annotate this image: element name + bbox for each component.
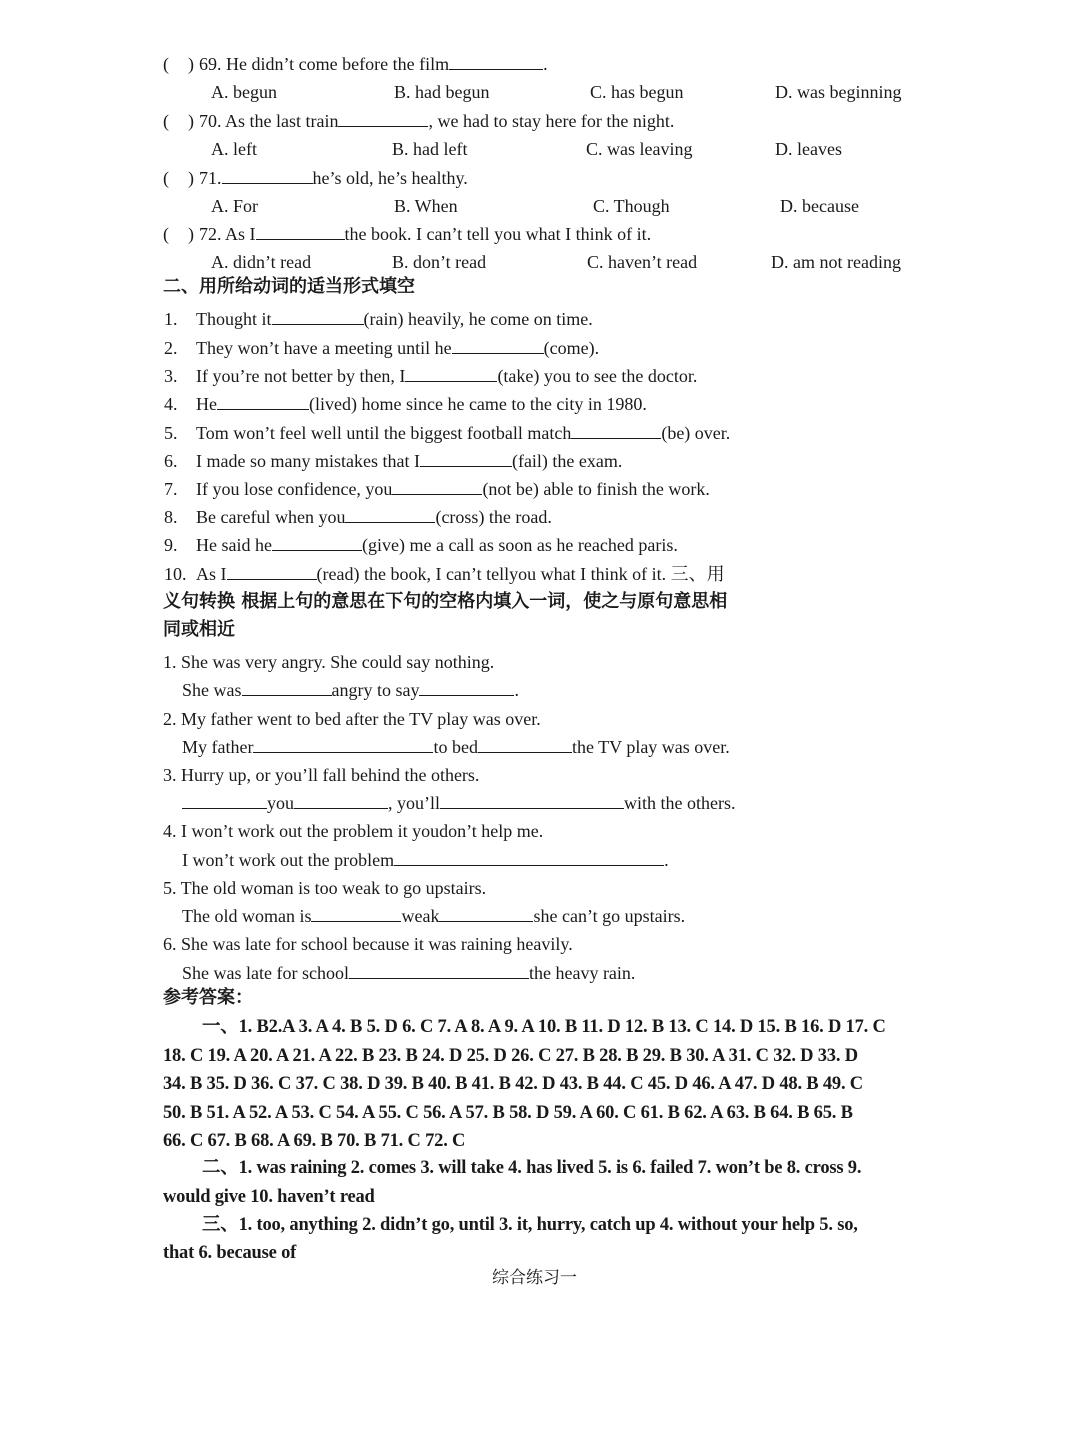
target-text: to bed bbox=[433, 737, 478, 757]
target-sentence bbox=[182, 677, 519, 703]
answer-key-title: 参考答案： bbox=[163, 987, 253, 1008]
target-text: She was bbox=[182, 680, 242, 700]
item-post: (not be) able to finish the work. bbox=[482, 479, 710, 499]
item-number: 4. bbox=[164, 394, 178, 414]
item-number: 10. bbox=[164, 564, 187, 584]
option-a: A. For bbox=[211, 196, 259, 216]
item-post: (rain) heavily, he come on time. bbox=[363, 309, 593, 329]
answer-text: 三、1. too, anything 2. didn’t go, until 3. it, hurry, catch up 4. without your help 5. so, bbox=[202, 1215, 858, 1235]
original-sentence: 3. Hurry up, or you’ll fall behind the others. bbox=[163, 765, 480, 785]
section-heading-rewrite bbox=[0, 589, 1080, 615]
option-d: D. was beginning bbox=[775, 82, 902, 102]
exercise-title bbox=[0, 1265, 1080, 1291]
answer-key-line bbox=[0, 1014, 1080, 1040]
answer-paren-open: ( bbox=[163, 54, 169, 74]
target-text: the TV play was over. bbox=[571, 737, 730, 757]
option-a: A. left bbox=[211, 139, 257, 159]
answer-paren-open: ( bbox=[163, 168, 169, 188]
item-post: (come). bbox=[543, 338, 600, 358]
item-text bbox=[196, 420, 730, 446]
item-number: 7. bbox=[164, 479, 178, 499]
item-post: (fail) the exam. bbox=[511, 451, 623, 471]
fill-item-2 bbox=[0, 335, 1080, 361]
target-text: weak bbox=[401, 906, 440, 926]
answer-key-line bbox=[0, 1100, 1080, 1126]
question-69 bbox=[0, 51, 1080, 77]
answer-key-line bbox=[0, 1128, 1080, 1154]
answer-key-line bbox=[0, 1240, 1080, 1266]
fill-item-10 bbox=[0, 561, 1080, 587]
answer-blank[interactable] bbox=[440, 790, 624, 809]
answer-key-line bbox=[0, 1184, 1080, 1210]
answer-blank[interactable] bbox=[478, 734, 572, 753]
item-post: (lived) home since he came to the city in 1980. bbox=[309, 394, 647, 414]
stem-text: 72. As I bbox=[199, 224, 256, 244]
rewrite-5-target bbox=[0, 903, 1080, 929]
item-number: 1. bbox=[164, 309, 178, 329]
rewrite-5-original bbox=[0, 875, 1080, 901]
target-text: she can’t go upstairs. bbox=[533, 906, 686, 926]
item-text bbox=[196, 532, 678, 558]
section-heading-rewrite-cont bbox=[0, 617, 1080, 643]
original-sentence: 5. The old woman is too weak to go upstairs. bbox=[163, 878, 487, 898]
rewrite-2-target bbox=[0, 734, 1080, 760]
item-pre: If you’re not better by then, I bbox=[196, 366, 406, 386]
answer-blank[interactable] bbox=[439, 903, 533, 922]
target-sentence bbox=[182, 734, 730, 760]
answer-text: would give 10. haven’t read bbox=[163, 1187, 375, 1207]
answer-text: 18. C 19. A 20. A 21. A 22. B 23. B 24. D 25. D 26. C 27. B 28. B 29. B 30. A 31. C 32. D 33. D bbox=[163, 1046, 858, 1066]
answer-blank[interactable] bbox=[349, 960, 529, 979]
answer-paren-open: ( bbox=[163, 224, 169, 244]
option-b: B. had begun bbox=[394, 82, 490, 102]
option-b: B. had left bbox=[392, 139, 468, 159]
fill-item-7 bbox=[0, 476, 1080, 502]
options-69 bbox=[0, 79, 1080, 105]
item-number: 8. bbox=[164, 507, 178, 527]
item-pre: As I bbox=[196, 564, 227, 584]
item-number: 3. bbox=[164, 366, 178, 386]
answer-blank[interactable] bbox=[182, 790, 267, 809]
section-heading-verb-forms bbox=[0, 274, 1080, 300]
fill-item-4 bbox=[0, 391, 1080, 417]
answer-blank[interactable] bbox=[405, 363, 497, 382]
option-a: A. didn’t read bbox=[211, 252, 312, 272]
answer-blank[interactable] bbox=[571, 420, 661, 439]
option-c: C. haven’t read bbox=[587, 252, 698, 272]
item-text bbox=[196, 476, 710, 502]
fill-item-3 bbox=[0, 363, 1080, 389]
answer-paren-close: ) bbox=[188, 224, 194, 244]
answer-blank[interactable] bbox=[256, 221, 345, 240]
item-text bbox=[196, 335, 599, 361]
answer-blank[interactable] bbox=[217, 391, 309, 410]
original-sentence: 1. She was very angry. She could say nothing. bbox=[163, 652, 495, 672]
rewrite-1-target bbox=[0, 677, 1080, 703]
fill-item-5 bbox=[0, 420, 1080, 446]
answer-text: that 6. because of bbox=[163, 1243, 297, 1263]
stem-text: 71. bbox=[199, 168, 222, 188]
section-heading-line: 义句转换 根据上句的意思在下句的空格内填入一词，使之与原句意思相 bbox=[163, 591, 728, 612]
answer-key-line bbox=[0, 1155, 1080, 1181]
fill-item-1 bbox=[0, 306, 1080, 332]
item-number: 6. bbox=[164, 451, 178, 471]
answer-blank[interactable] bbox=[272, 532, 362, 551]
fill-item-6 bbox=[0, 448, 1080, 474]
rewrite-1-original bbox=[0, 649, 1080, 675]
answer-text: 一、1. B2.A 3. A 4. B 5. D 6. C 7. A 8. A 9. A 10. B 11. D 12. B 13. C 14. D 15. B 16. D 17. C bbox=[202, 1017, 886, 1037]
item-post: (be) over. bbox=[661, 423, 731, 443]
item-pre: They won’t have a meeting until he bbox=[196, 338, 452, 358]
original-sentence: 2. My father went to bed after the TV play was over. bbox=[163, 709, 541, 729]
question-70 bbox=[0, 108, 1080, 134]
target-text: with the others. bbox=[624, 793, 736, 813]
answer-blank[interactable] bbox=[420, 448, 512, 467]
rewrite-6-target bbox=[0, 960, 1080, 986]
answer-blank[interactable] bbox=[452, 335, 544, 354]
question-stem bbox=[199, 221, 651, 247]
option-a: A. begun bbox=[211, 82, 277, 102]
target-sentence bbox=[182, 960, 635, 986]
target-sentence bbox=[182, 847, 669, 873]
item-text bbox=[196, 391, 647, 417]
answer-blank[interactable] bbox=[222, 165, 313, 184]
answer-text: 二、1. was raining 2. comes 3. will take 4. has lived 5. is 6. failed 7. won’t be 8. cross 9. bbox=[202, 1158, 862, 1178]
option-b: B. When bbox=[394, 196, 458, 216]
stem-end: he’s old, he’s healthy. bbox=[312, 168, 468, 188]
item-pre: He bbox=[196, 394, 217, 414]
answer-text: 34. B 35. D 36. C 37. C 38. D 39. B 40. B 41. B 42. D 43. B 44. C 45. D 46. A 47. D 48. B 49. C bbox=[163, 1074, 863, 1094]
rewrite-4-original bbox=[0, 818, 1080, 844]
target-text: The old woman is bbox=[182, 906, 312, 926]
item-text bbox=[196, 363, 697, 389]
answer-blank[interactable] bbox=[392, 476, 482, 495]
item-number: 2. bbox=[164, 338, 178, 358]
question-71 bbox=[0, 165, 1080, 191]
answer-blank[interactable] bbox=[227, 561, 317, 580]
option-c: C. has begun bbox=[590, 82, 684, 102]
answer-key-heading bbox=[0, 985, 1080, 1011]
item-pre: Tom won’t feel well until the biggest football match bbox=[196, 423, 572, 443]
section-heading-text: 二、用所给动词的适当形式填空 bbox=[163, 276, 415, 297]
rewrite-3-target bbox=[0, 790, 1080, 816]
section-heading-line: 同或相近 bbox=[163, 619, 235, 640]
target-text: , you’ll bbox=[388, 793, 440, 813]
answer-blank[interactable] bbox=[338, 108, 428, 127]
item-post: (cross) the road. bbox=[435, 507, 552, 527]
exercise-title-text: 综合练习一 bbox=[492, 1268, 577, 1288]
answer-paren-open: ( bbox=[163, 111, 169, 131]
item-pre: I made so many mistakes that I bbox=[196, 451, 420, 471]
option-d: D. leaves bbox=[775, 139, 842, 159]
option-c: C. Though bbox=[593, 196, 670, 216]
question-stem bbox=[199, 51, 548, 77]
answer-key-line bbox=[0, 1071, 1080, 1097]
stem-end: the book. I can’t tell you what I think of it. bbox=[344, 224, 652, 244]
target-sentence bbox=[182, 903, 685, 929]
answer-key-line bbox=[0, 1212, 1080, 1238]
options-71 bbox=[0, 193, 1080, 219]
answer-blank[interactable] bbox=[242, 677, 332, 696]
stem-end: . bbox=[543, 54, 548, 74]
target-text: you bbox=[267, 793, 294, 813]
fill-item-8 bbox=[0, 504, 1080, 530]
answer-paren-close: ) bbox=[188, 111, 194, 131]
answer-key-line bbox=[0, 1043, 1080, 1069]
stem-text: 69. He didn’t come before the film bbox=[199, 54, 450, 74]
item-pre: Thought it bbox=[196, 309, 272, 329]
item-post: (give) me a call as soon as he reached paris. bbox=[361, 535, 678, 555]
answer-text: 50. B 51. A 52. A 53. C 54. A 55. C 56. A 57. B 58. D 59. A 60. C 61. B 62. A 63. B 64. B 65. B bbox=[163, 1103, 853, 1123]
answer-paren-close: ) bbox=[188, 168, 194, 188]
question-stem bbox=[199, 165, 468, 191]
answer-blank[interactable] bbox=[394, 847, 664, 866]
item-pre: He said he bbox=[196, 535, 272, 555]
options-70 bbox=[0, 136, 1080, 162]
stem-end: , we had to stay here for the night. bbox=[428, 111, 675, 131]
target-sentence bbox=[182, 790, 735, 816]
question-72 bbox=[0, 221, 1080, 247]
options-72 bbox=[0, 249, 1080, 275]
answer-blank[interactable] bbox=[449, 51, 543, 70]
answer-blank[interactable] bbox=[311, 903, 401, 922]
question-stem bbox=[199, 108, 674, 134]
stem-text: 70. As the last train bbox=[199, 111, 339, 131]
item-pre: Be careful when you bbox=[196, 507, 346, 527]
item-text bbox=[196, 448, 622, 474]
target-text: My father bbox=[182, 737, 254, 757]
target-text: the heavy rain. bbox=[528, 963, 636, 983]
answer-blank[interactable] bbox=[345, 504, 435, 523]
original-sentence: 6. She was late for school because it was raining heavily. bbox=[163, 934, 573, 954]
answer-blank[interactable] bbox=[272, 306, 364, 325]
fill-item-9 bbox=[0, 532, 1080, 558]
answer-blank[interactable] bbox=[419, 677, 514, 696]
rewrite-3-original bbox=[0, 762, 1080, 788]
item-number: 5. bbox=[164, 423, 178, 443]
rewrite-2-original bbox=[0, 706, 1080, 732]
target-text: angry to say bbox=[331, 680, 420, 700]
original-sentence: 4. I won’t work out the problem it youdon’t help me. bbox=[163, 821, 544, 841]
item-post: (take) you to see the doctor. bbox=[497, 366, 698, 386]
target-text: She was late for school bbox=[182, 963, 349, 983]
rewrite-6-original bbox=[0, 931, 1080, 957]
option-b: B. don’t read bbox=[392, 252, 487, 272]
answer-blank[interactable] bbox=[294, 790, 388, 809]
option-d: D. because bbox=[780, 196, 859, 216]
item-text bbox=[196, 561, 725, 587]
answer-blank[interactable] bbox=[253, 734, 433, 753]
item-number: 9. bbox=[164, 535, 178, 555]
rewrite-4-target bbox=[0, 847, 1080, 873]
target-text: I won’t work out the problem bbox=[182, 850, 395, 870]
answer-text: 66. C 67. B 68. A 69. B 70. B 71. C 72. C bbox=[163, 1131, 466, 1151]
option-d: D. am not reading bbox=[771, 252, 901, 272]
item-text bbox=[196, 306, 593, 332]
target-text: . bbox=[664, 850, 669, 870]
answer-paren-close: ) bbox=[188, 54, 194, 74]
target-text: . bbox=[514, 680, 519, 700]
item-text bbox=[196, 504, 552, 530]
item-post: (read) the book, I can’t tellyou what I think of it. 三、用 bbox=[316, 564, 725, 584]
item-pre: If you lose confidence, you bbox=[196, 479, 393, 499]
option-c: C. was leaving bbox=[586, 139, 693, 159]
